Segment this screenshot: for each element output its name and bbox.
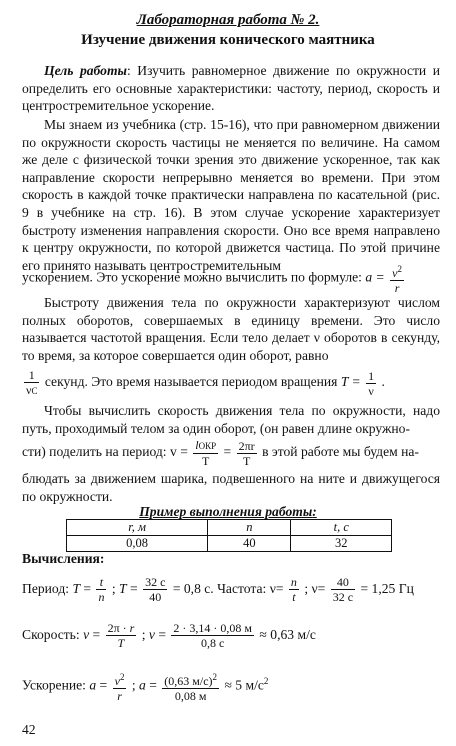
table-header: t, с	[291, 520, 392, 536]
table-header: r, м	[67, 520, 208, 536]
accel-result: ≈ 5 м/с	[224, 677, 264, 693]
accel-label: Ускорение:	[22, 677, 86, 693]
paragraph-4-end: блюдать за движением шарика, подвешенного на ните и движущегося по окружности.	[22, 471, 440, 504]
table-header-row	[67, 520, 392, 536]
period-result: = 0,8 с. Частота:	[172, 581, 267, 596]
table-cell: 32	[291, 536, 392, 552]
formula-line-period: $\frac{1}{\nu С}$ секунд. Это время называется периодом вращения T = $\frac{1}{\nu}$ .	[26, 368, 385, 398]
table-cell: 0,08	[67, 536, 208, 552]
freq-result: = 1,25 Гц	[360, 581, 414, 596]
speed-result: ≈ 0,63 м/с	[259, 627, 316, 642]
paragraph-4-mid-a: сти) поделить на период:	[22, 444, 167, 460]
formula-line-speed: сти) поделить на период: v = $\frac{\text{lОКР}}{Т}$ = $\frac{2\pi r}{Т}$ в этой работе мы будем на-	[22, 438, 419, 468]
formula-v2-over-r: $\frac{v^2}{r}$	[392, 264, 402, 295]
page-subtitle: Изучение движения конического маятника	[81, 32, 375, 48]
formula-T: T =	[340, 374, 361, 390]
results-table	[66, 519, 392, 552]
calc-label: Вычисления:	[22, 551, 105, 566]
table-cell: 40	[208, 536, 291, 552]
table-header: n	[208, 520, 291, 536]
page-number: 42	[22, 722, 36, 737]
page-title: Лабораторная работа № 2.	[136, 12, 320, 28]
aim-paragraph	[22, 62, 440, 115]
calc-period: Период: T = $\frac{t}{n}$ ; T = $\frac{32 с}{40}$ = 0,8 с. Частота: ν= $\frac{n}{t}$ ; ν= $\frac{40}{32 с}$ = 1,25 Гц	[22, 575, 414, 605]
formula-T-fraction: $\frac{1}{\nu}$	[368, 368, 375, 398]
calc-speed: Скорость: v = $\frac{2\pi \cdot r}{T}$ ; v = $\frac{2 \cdot 3,14 \cdot 0,08 м}{0,8 с}$ ≈ 0,63 м/с	[22, 621, 316, 651]
paragraph-4: Чтобы вычислить скорость движения тела по окружности, надо путь, проходимый телом за один оборот, (он равен длине окружно-	[22, 403, 440, 436]
formula-l-over-T: $\frac{\text{lОКР}}{Т}$	[195, 438, 217, 468]
formula-line-accel	[22, 262, 440, 295]
formula-1-over-nu: $\frac{1}{\nu С}$	[26, 368, 38, 397]
speed-label: Скорость:	[22, 627, 80, 642]
period-label: Период:	[22, 581, 70, 596]
paragraph-2-end: ускорением. Это ускорение можно вычислить по формуле:	[22, 269, 362, 285]
formula-2pir-over-T: $\frac{2\pi r}{Т}$	[238, 438, 255, 468]
example-title: Пример выполнения работы:	[139, 504, 317, 519]
calc-accel: Ускорение: a = $\frac{v^2}{r}$ ; a = $\frac{(0,63 м/с)^2}{0,08 м}$ ≈ 5 $м/с^2$	[22, 671, 269, 703]
paragraph-2: Мы знаем из учебника (стр. 15-16), что при равномерном движении по окружности скорость частицы не меняется по величине. На самом же деле с физической точки зрения это движение ускоренное, так как направление скорости непрерывно меняется во времени. При этом скорость в каждой точке практически направлена по касательной (рис. 9 в учебнике на стр. 16). В этом случае ускорение характеризует быстроту изменения направления скорости. Оно все время направлено к центру окружности, по которой движется частица. По этой причине его принято называть центростремительным	[22, 117, 440, 273]
aim-text: : Изучить равномерное движение по окружности и определить его основные характеристики: частоту, период, скорость и центростремительное ускорение.	[22, 63, 440, 114]
aim-label: Цель работы	[44, 63, 127, 78]
paragraph-3: Быстроту движения тела по окружности характеризуют числом полных оборотов, совершаемых в единицу времени. Это число называется частотой вращения. Если тело делает ν оборотов в секунду, то время, за которое совершается один оборот, равно	[22, 295, 440, 363]
paragraph-3-end: секунд. Это время называется периодом вращения	[44, 374, 338, 390]
paragraph-4-mid-b: в этой работе мы будем на-	[262, 444, 419, 460]
formula-a: a =	[365, 269, 385, 285]
